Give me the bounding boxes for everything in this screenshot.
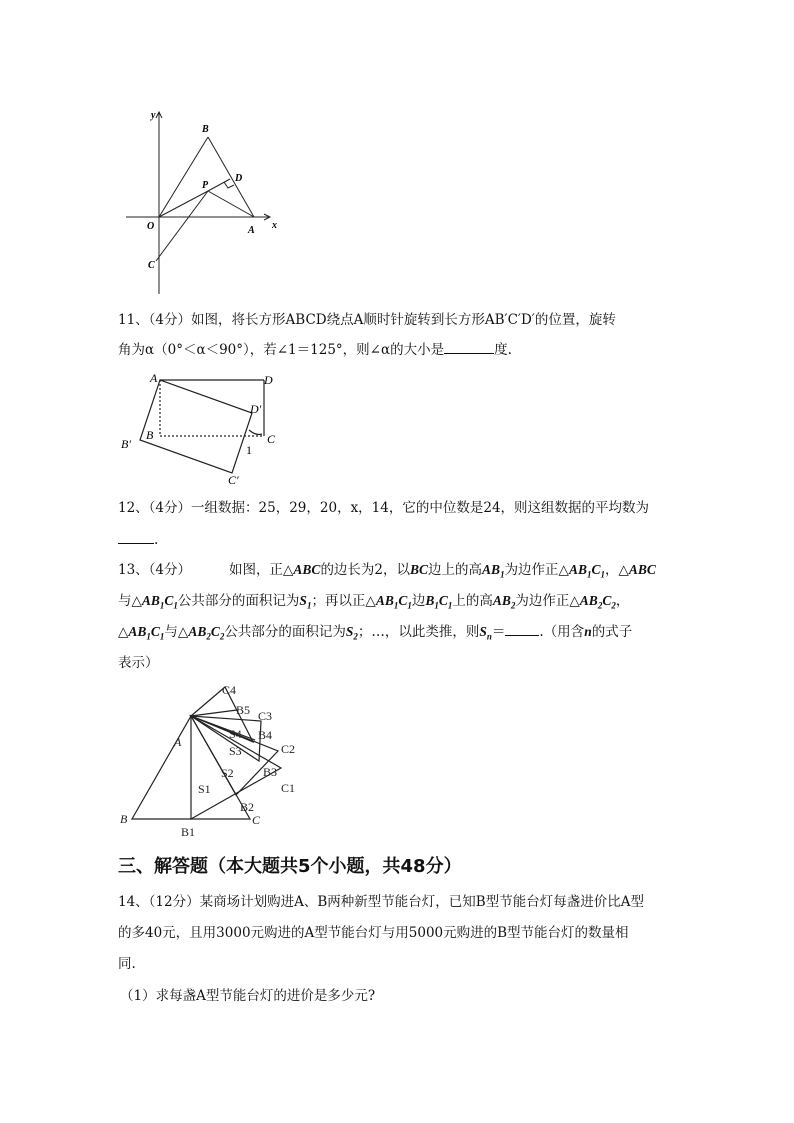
q11-line2	[118, 340, 512, 360]
q13-number: 13、（4分）	[118, 562, 192, 578]
q12-number: 12、（4分）	[118, 500, 192, 516]
fig13-label-b4: B4	[258, 728, 273, 742]
q13-var: ABC	[628, 562, 656, 577]
q13-text: .（用含	[539, 624, 585, 640]
q13-var: $B_1C_1$	[425, 593, 453, 611]
q12-period: .	[154, 532, 159, 548]
q13-var: $AB_1C_1$	[128, 624, 165, 642]
q13-var: $AB_1$	[482, 562, 505, 580]
label-d: D	[235, 173, 243, 184]
rectangle-rotation-figure	[118, 368, 288, 486]
label-a: A	[248, 225, 255, 236]
q13-var: n	[584, 624, 592, 639]
q14-text-2: 的多40元，且用3000元购进的A型节能台灯与用5000元购进的B型节能台灯的数量相	[118, 925, 629, 941]
q13-text: ；…，以此类推，则	[357, 624, 480, 640]
label-b: B	[202, 124, 209, 135]
q12-line2	[118, 530, 158, 550]
q13-answer-blank[interactable]	[505, 635, 539, 636]
q13-var: $S_2$	[345, 624, 358, 642]
q13-var: $AB_1C_1$	[568, 562, 605, 580]
q13-var: ABC	[293, 562, 321, 577]
q12-text-1: 一组数据：25，29，20，x，14，它的中位数是24，则这组数据的平均数为	[191, 500, 650, 516]
fig13-label-b2: B2	[240, 800, 255, 814]
label-y: y	[151, 110, 156, 121]
q13-var: $S_1$	[299, 593, 312, 611]
q14-text-3: 同.	[118, 956, 136, 972]
q12-answer-blank[interactable]	[118, 543, 154, 544]
q14-line1	[118, 892, 644, 912]
fig13-label-c4: C4	[222, 683, 237, 697]
fig11-label-a: A	[150, 371, 158, 385]
fig13-label-b5: B5	[236, 703, 251, 717]
q13-line4	[118, 653, 159, 673]
label-o: O	[147, 221, 155, 232]
segment-op	[159, 191, 208, 217]
fig13-label-a: A	[174, 735, 182, 749]
q13-line2: 与$\triangle AB_1C_1$公共部分的面积记为$S_1$；再以正$\triangle AB_1C_1$边$B_1C_1$上的高$AB_2$为边作正$\triangle AB_2C_2$，	[118, 593, 630, 611]
segment-ob	[159, 137, 208, 217]
q13-text: 公共部分的面积记为	[177, 593, 300, 609]
fig11-label-1: 1	[246, 443, 252, 457]
label-c: C	[148, 260, 155, 271]
q13-text: ；再以正△	[311, 593, 376, 609]
fig13-label-c: C	[252, 813, 261, 827]
q13-text: ＝	[491, 624, 506, 640]
q13-line1	[118, 560, 656, 585]
angle-1-arc	[249, 430, 262, 435]
fig13-label-b1: B1	[181, 825, 196, 839]
label-x: x	[272, 220, 277, 231]
fig11-label-d: D	[264, 373, 273, 387]
q13-text: 与△	[164, 624, 189, 640]
q13-text: 上的高	[452, 593, 493, 609]
q14-number: 14、（12分）	[118, 894, 200, 910]
section-heading: 三、解答题（本大题共5个小题，共48分）	[118, 856, 462, 877]
fig11-label-cp: C′	[228, 473, 239, 486]
q13-text: 如图，正△	[229, 562, 294, 578]
fig13-label-s1: S1	[198, 782, 211, 796]
fig13-label-b: B	[120, 812, 128, 826]
fig11-label-c: C	[267, 432, 276, 446]
fig11-label-dp: D′	[250, 402, 262, 416]
q13-var: BC	[410, 562, 429, 577]
fig11-label-b: B	[146, 428, 154, 442]
q14-subquestion-1: （1）求每盏A型节能台灯的进价是多少元?	[120, 988, 376, 1004]
q13-text: 公共部分的面积记为	[224, 624, 346, 640]
fig13-label-c2: C2	[281, 742, 296, 756]
q13-text: 的式子	[591, 624, 633, 640]
label-p: P	[202, 180, 209, 191]
q14-text-1: 某商场计划购进A、B两种新型节能台灯，已知B型节能台灯每盏进价比A型	[199, 894, 644, 910]
fig13-label-c3: C3	[258, 709, 273, 723]
q13-var: $AB_2$	[492, 593, 516, 611]
q13-text-4: 表示）	[118, 655, 159, 671]
q14-line3	[118, 954, 136, 974]
q13-var: $AB_1C_1$	[141, 593, 178, 611]
q11-line1	[118, 310, 616, 330]
fig13-label-s2: S2	[221, 766, 234, 780]
segment-cp	[156, 191, 208, 261]
q13-var: $AB_2C_2$	[188, 624, 225, 642]
q11-text-2a: 角为α（0°＜α＜90°），若∠1＝125°，则∠α的大小是	[118, 342, 445, 358]
q12-line1	[118, 498, 649, 518]
fig13-label-c1: C1	[281, 781, 296, 795]
right-angle-mark	[224, 182, 234, 188]
fig13-label-s3: S3	[229, 744, 242, 758]
fig13-label-b3: B3	[263, 765, 278, 779]
q13-text: 与△	[118, 593, 142, 609]
q14-sub1	[120, 986, 375, 1006]
segment-ba	[208, 137, 254, 217]
q13-var: $S_n$	[479, 624, 492, 642]
q13-var: $AB_2C_2$	[579, 593, 616, 611]
q13-text: 为边作正△	[504, 562, 569, 578]
q11-text-1: 如图，将长方形ABCD绕点A顺时针旋转到长方形AB′C′D′的位置，旋转	[191, 312, 616, 328]
q13-text: 的边长为2，以	[320, 562, 411, 578]
q13-text: 边上的高	[428, 562, 483, 578]
fig11-label-bp: B′	[121, 437, 131, 451]
q11-answer-blank[interactable]	[444, 353, 494, 354]
coordinate-figure	[118, 104, 288, 299]
q14-line2	[118, 923, 629, 943]
q11-text-2b: 度.	[494, 342, 512, 358]
q13-line3: $\triangle AB_1C_1$与$\triangle AB_2C_2$公共部分的面积记为$S_2$；…，以此类推，则$S_n=$ .（用含n的式子	[118, 624, 633, 642]
q13-text: 边	[411, 593, 426, 609]
segment-pd	[208, 179, 230, 191]
rotated-rectangle	[140, 380, 252, 473]
q13-var: $AB_1C_1$	[375, 593, 412, 611]
triangles-figure	[118, 682, 308, 840]
q11-number: 11、（4分）	[118, 312, 192, 328]
q13-text: ，△	[604, 562, 629, 578]
fig13-label-s4: S4	[229, 727, 242, 741]
q13-text: 为边作正△	[515, 593, 580, 609]
